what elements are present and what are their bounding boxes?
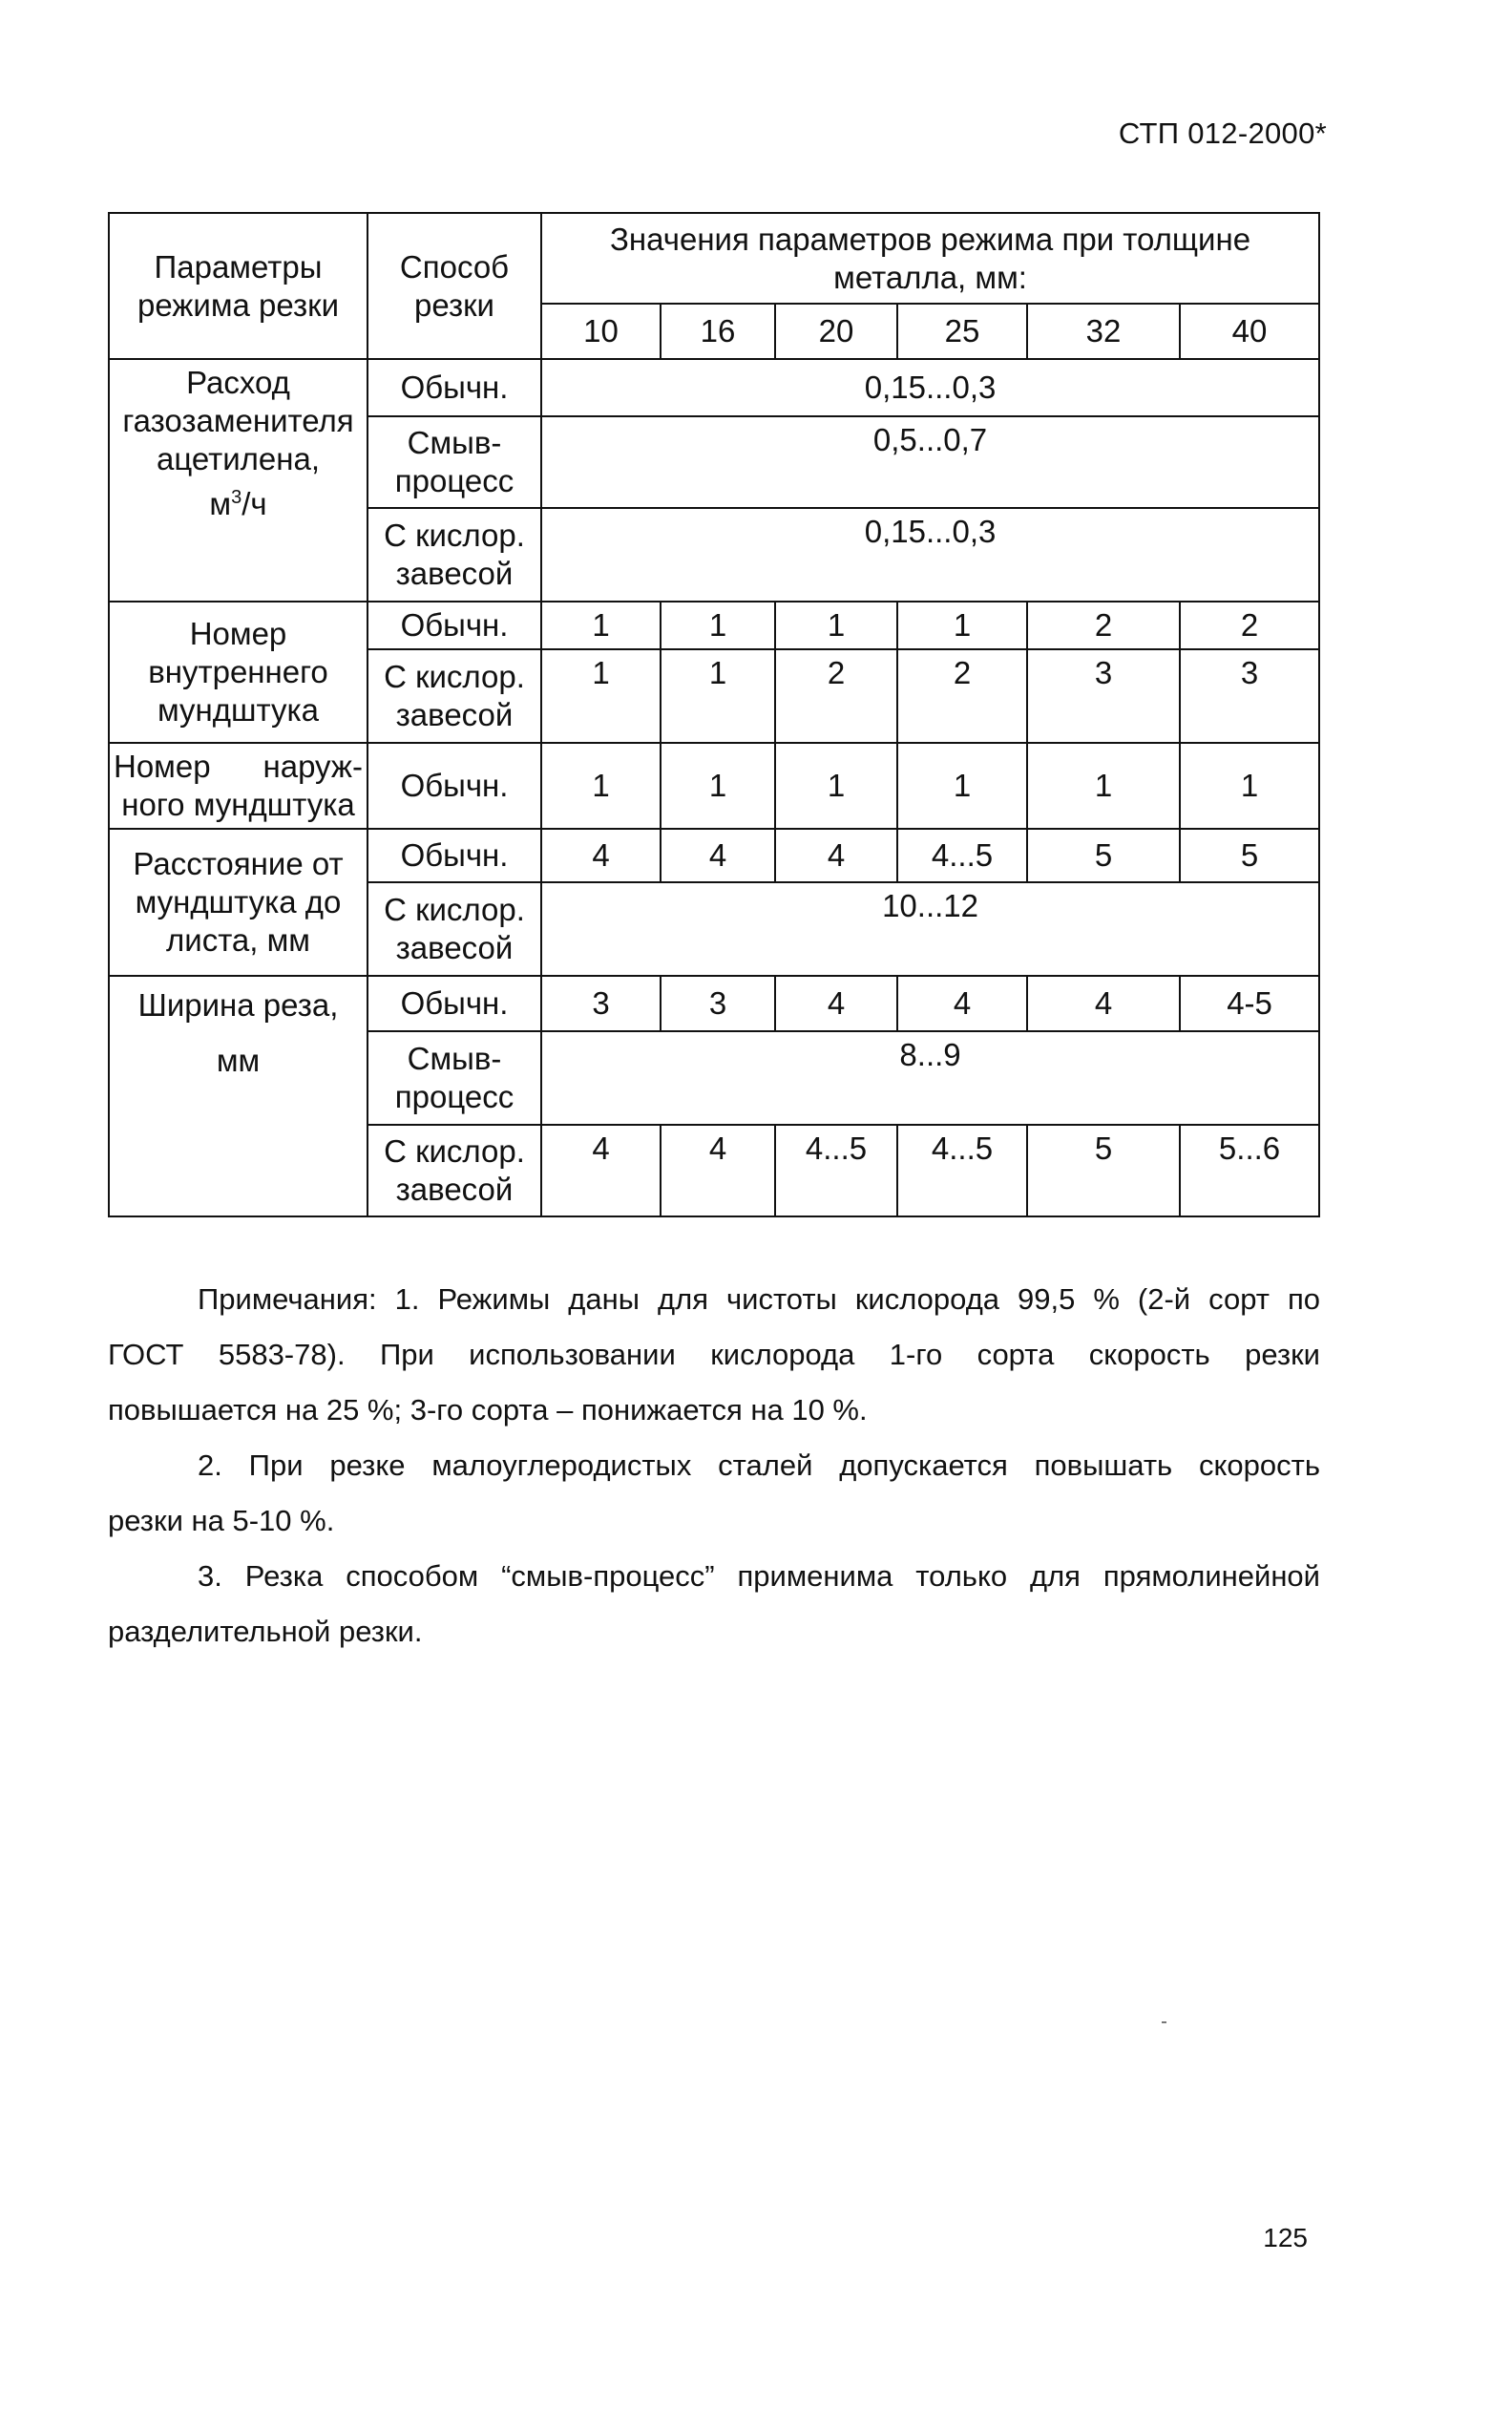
value-cell: 5 <box>1180 829 1319 882</box>
method-cell: С кислор. завесой <box>368 649 541 743</box>
notes-section <box>108 1272 1320 1660</box>
value-cell: 1 <box>541 602 661 649</box>
header-param-cell <box>109 213 368 359</box>
acetylene-label-line2: газозаменителя <box>122 403 354 438</box>
value-merged: 0,15...0,3 <box>541 508 1319 602</box>
value-cell: 1 <box>541 743 661 829</box>
thickness-20: 20 <box>775 304 897 359</box>
value-merged: 0,15...0,3 <box>541 359 1319 416</box>
value-merged: 8...9 <box>541 1031 1319 1125</box>
value-cell: 4 <box>1027 976 1180 1031</box>
header-values-title: Значения параметров режима при толщине металла, мм: <box>609 221 1251 295</box>
thickness-32: 32 <box>1027 304 1180 359</box>
value-cell: 1 <box>775 602 897 649</box>
value-cell: 5...6 <box>1180 1125 1319 1216</box>
note-1-line2: ГОСТ 5583-78). При использовании кислорода 1-го сорта скорость резки <box>108 1338 1320 1371</box>
cutting-parameters-table <box>108 212 1320 1217</box>
method-cell: С кислор. завесой <box>368 508 541 602</box>
value-cell: 4...5 <box>897 1125 1027 1216</box>
method-cell: С кислор. завесой <box>368 882 541 976</box>
value-merged: 0,5...0,7 <box>541 416 1319 508</box>
inner-nozzle-label: Номер внутреннего мундштука <box>109 602 368 743</box>
acetylene-label <box>109 359 368 602</box>
value-cell: 5 <box>1027 829 1180 882</box>
method-cell: С кислор. завесой <box>368 1125 541 1216</box>
value-cell: 2 <box>1180 602 1319 649</box>
distance-label: Расстояние от мундштука до листа, мм <box>109 829 368 976</box>
outer-nozzle-label-line2: ного мундштука <box>121 787 355 822</box>
note-1-line3: повышается на 25 %; 3-го сорта – понижается на 10 %. <box>108 1393 868 1427</box>
value-cell: 4 <box>661 829 775 882</box>
value-cell: 4 <box>775 976 897 1031</box>
value-cell: 5 <box>1027 1125 1180 1216</box>
method-cell: Смыв-процесс <box>368 416 541 508</box>
value-cell: 1 <box>1180 743 1319 829</box>
acetylene-label-unit: $м^3/ч$ <box>209 486 267 521</box>
outer-nozzle-label <box>109 743 368 829</box>
value-cell: 4 <box>541 1125 661 1216</box>
scan-speck <box>1162 2021 1166 2023</box>
note-2-line2: резки на 5-10 %. <box>108 1504 335 1537</box>
value-cell: 1 <box>1027 743 1180 829</box>
note-3-line2: разделительной резки. <box>108 1615 423 1648</box>
kerf-label-line2: мм <box>216 1043 261 1078</box>
method-cell: Смыв-процесс <box>368 1031 541 1125</box>
value-cell: 3 <box>541 976 661 1031</box>
value-cell: 1 <box>897 602 1027 649</box>
header-method-cell <box>368 213 541 359</box>
header-values-title-cell <box>541 213 1319 304</box>
method-cell: Обычн. <box>368 829 541 882</box>
value-cell: 2 <box>897 649 1027 743</box>
value-cell: 4...5 <box>775 1125 897 1216</box>
method-cell: Обычн. <box>368 602 541 649</box>
value-cell: 3 <box>661 976 775 1031</box>
thickness-10: 10 <box>541 304 661 359</box>
document-code: СТП 012-2000* <box>1118 116 1327 150</box>
value-cell: 1 <box>661 602 775 649</box>
value-cell: 2 <box>775 649 897 743</box>
value-cell: 4 <box>541 829 661 882</box>
thickness-40: 40 <box>1180 304 1319 359</box>
header-method: Способ резки <box>399 248 510 323</box>
value-cell: 1 <box>897 743 1027 829</box>
acetylene-label-line3: ацетилена, <box>156 441 321 476</box>
page-number: 125 <box>1263 2223 1308 2252</box>
note-3-line1: 3. Резка способом “смыв-процесс” применима только для прямолинейной <box>198 1559 1320 1593</box>
value-cell: 4 <box>775 829 897 882</box>
thickness-25: 25 <box>897 304 1027 359</box>
header-param: Параметры режима резки <box>136 248 340 323</box>
value-merged: 10...12 <box>541 882 1319 976</box>
acetylene-label-line1: Расход <box>186 365 290 400</box>
value-cell: 1 <box>775 743 897 829</box>
note-1-line1: Примечания: 1. Режимы даны для чистоты кислорода 99,5 % (2-й сорт по <box>198 1282 1320 1316</box>
value-cell: 1 <box>661 649 775 743</box>
value-cell: 1 <box>661 743 775 829</box>
method-cell: Обычн. <box>368 743 541 829</box>
thickness-16: 16 <box>661 304 775 359</box>
value-cell: 4 <box>897 976 1027 1031</box>
value-cell: 4...5 <box>897 829 1027 882</box>
method-cell: Обычн. <box>368 359 541 416</box>
value-cell: 3 <box>1027 649 1180 743</box>
value-cell: 2 <box>1027 602 1180 649</box>
note-2-line1: 2. При резке малоуглеродистых сталей допускается повышать скорость <box>198 1448 1320 1482</box>
value-cell: 4-5 <box>1180 976 1319 1031</box>
value-cell: 4 <box>661 1125 775 1216</box>
method-cell: Обычн. <box>368 976 541 1031</box>
kerf-label-line1: Ширина реза, <box>137 987 339 1023</box>
value-cell: 1 <box>541 649 661 743</box>
kerf-label <box>109 976 368 1216</box>
value-cell: 3 <box>1180 649 1319 743</box>
outer-nozzle-label-line1: Номер наруж- <box>114 749 363 784</box>
